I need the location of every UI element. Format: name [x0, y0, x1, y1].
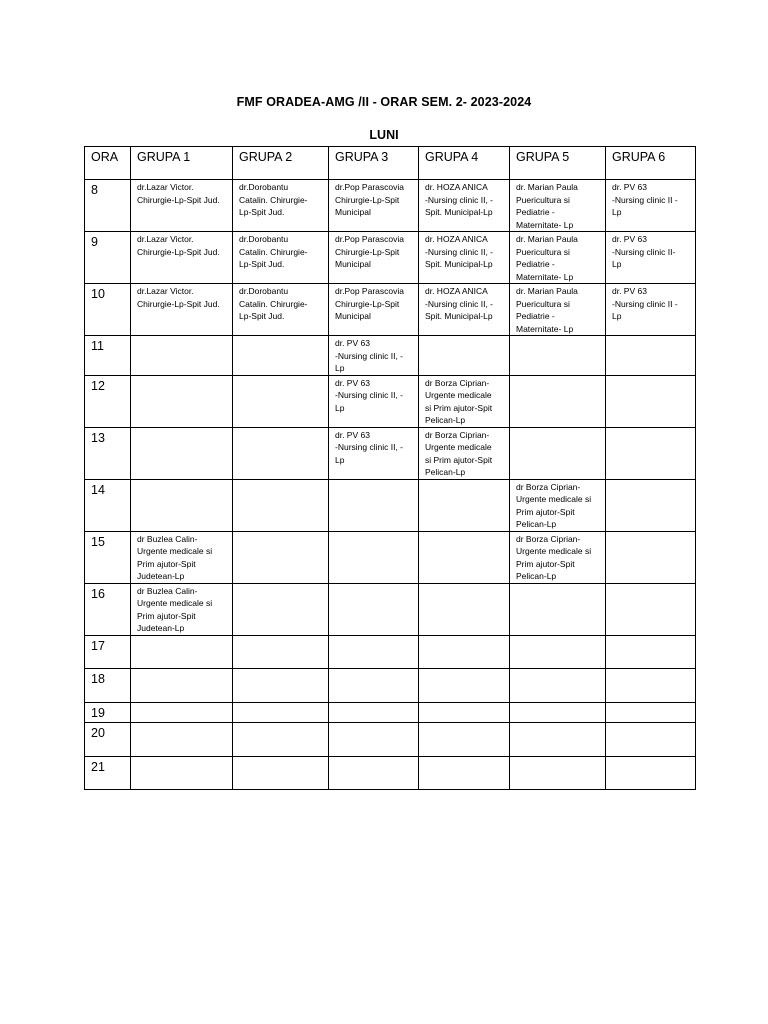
schedule-cell-group-5: [510, 375, 606, 427]
schedule-cell-group-3: [329, 668, 419, 702]
table-row: [85, 702, 696, 722]
schedule-cell-group-4: dr. HOZA ANICA -Nursing clinic II, - Spit. Municipal-Lp: [419, 180, 510, 232]
table-row: [85, 375, 696, 427]
schedule-cell-group-2: [233, 479, 329, 531]
schedule-cell-group-3: [329, 531, 419, 583]
schedule-cell-group-2: [233, 756, 329, 789]
schedule-cell-group-2: [233, 702, 329, 722]
schedule-cell-group-3: [329, 756, 419, 789]
schedule-cell-group-2: dr.Dorobantu Catalin. Chirurgie- Lp-Spit Jud.: [233, 232, 329, 284]
schedule-cell-group-1: dr.Lazar Victor. Chirurgie-Lp-Spit Jud.: [131, 284, 233, 336]
schedule-cell-group-1: [131, 668, 233, 702]
schedule-cell-group-5: [510, 583, 606, 635]
header-group-1: GRUPA 1: [131, 147, 233, 180]
hour-cell: 16: [85, 583, 131, 635]
schedule-cell-group-5: [510, 722, 606, 756]
schedule-cell-group-5: [510, 702, 606, 722]
schedule-cell-group-6: [606, 583, 696, 635]
table-row: [85, 583, 696, 635]
header-group-6: GRUPA 6: [606, 147, 696, 180]
header-row: [85, 147, 696, 180]
schedule-cell-group-2: dr.Dorobantu Catalin. Chirurgie- Lp-Spit Jud.: [233, 180, 329, 232]
schedule-cell-group-4: dr Borza Ciprian- Urgente medicale si Prim ajutor-Spit Pelican-Lp: [419, 375, 510, 427]
schedule-cell-group-3: dr. PV 63 -Nursing clinic II, - Lp: [329, 336, 419, 376]
schedule-cell-group-1: dr.Lazar Victor. Chirurgie-Lp-Spit Jud.: [131, 232, 233, 284]
header-group-5: GRUPA 5: [510, 147, 606, 180]
hour-cell: 17: [85, 635, 131, 668]
schedule-cell-group-6: [606, 722, 696, 756]
table-row: [85, 668, 696, 702]
table-row: [85, 635, 696, 668]
schedule-cell-group-2: [233, 427, 329, 479]
schedule-cell-group-1: [131, 479, 233, 531]
schedule-cell-group-6: [606, 702, 696, 722]
table-row: [85, 427, 696, 479]
hour-cell: 8: [85, 180, 131, 232]
schedule-cell-group-1: [131, 375, 233, 427]
hour-cell: 10: [85, 284, 131, 336]
schedule-cell-group-2: [233, 722, 329, 756]
header-group-2: GRUPA 2: [233, 147, 329, 180]
hour-cell: 11: [85, 336, 131, 376]
hour-cell: 12: [85, 375, 131, 427]
schedule-table: [84, 146, 696, 790]
schedule-cell-group-4: dr Borza Ciprian- Urgente medicale si Prim ajutor-Spit Pelican-Lp: [419, 427, 510, 479]
table-row: [85, 479, 696, 531]
schedule-cell-group-5: [510, 336, 606, 376]
schedule-cell-group-5: [510, 668, 606, 702]
schedule-cell-group-4: [419, 336, 510, 376]
schedule-cell-group-1: [131, 722, 233, 756]
schedule-cell-group-5: dr. Marian Paula Puericultura si Pediatrie - Maternitate- Lp: [510, 232, 606, 284]
schedule-cell-group-5: dr. Marian Paula Puericultura si Pediatrie - Maternitate- Lp: [510, 284, 606, 336]
schedule-cell-group-1: dr.Lazar Victor. Chirurgie-Lp-Spit Jud.: [131, 180, 233, 232]
schedule-cell-group-4: dr. HOZA ANICA -Nursing clinic II, - Spit. Municipal-Lp: [419, 284, 510, 336]
schedule-cell-group-4: [419, 722, 510, 756]
hour-cell: 13: [85, 427, 131, 479]
schedule-cell-group-4: [419, 756, 510, 789]
header-group-4: GRUPA 4: [419, 147, 510, 180]
schedule-cell-group-3: [329, 479, 419, 531]
hour-cell: 14: [85, 479, 131, 531]
schedule-cell-group-2: [233, 531, 329, 583]
schedule-cell-group-2: [233, 375, 329, 427]
schedule-cell-group-4: dr. HOZA ANICA -Nursing clinic II, - Spit. Municipal-Lp: [419, 232, 510, 284]
schedule-cell-group-1: dr Buzlea Calin- Urgente medicale si Prim ajutor-Spit Judetean-Lp: [131, 583, 233, 635]
header-group-3: GRUPA 3: [329, 147, 419, 180]
schedule-cell-group-3: [329, 702, 419, 722]
hour-cell: 18: [85, 668, 131, 702]
schedule-cell-group-6: [606, 427, 696, 479]
table-row: [85, 232, 696, 284]
schedule-cell-group-6: [606, 756, 696, 789]
schedule-cell-group-2: [233, 668, 329, 702]
schedule-cell-group-5: dr Borza Ciprian- Urgente medicale si Prim ajutor-Spit Pelican-Lp: [510, 531, 606, 583]
schedule-cell-group-3: [329, 635, 419, 668]
schedule-cell-group-1: [131, 635, 233, 668]
schedule-cell-group-3: dr. PV 63 -Nursing clinic II, - Lp: [329, 427, 419, 479]
schedule-cell-group-3: dr.Pop Parascovia Chirurgie-Lp-Spit Municipal: [329, 232, 419, 284]
schedule-cell-group-1: [131, 336, 233, 376]
schedule-cell-group-3: dr.Pop Parascovia Chirurgie-Lp-Spit Municipal: [329, 284, 419, 336]
hour-cell: 21: [85, 756, 131, 789]
schedule-cell-group-1: [131, 756, 233, 789]
schedule-cell-group-6: dr. PV 63 -Nursing clinic II- Lp: [606, 232, 696, 284]
schedule-cell-group-5: [510, 635, 606, 668]
table-row: [85, 180, 696, 232]
schedule-cell-group-6: [606, 479, 696, 531]
schedule-cell-group-3: [329, 583, 419, 635]
table-row: [85, 284, 696, 336]
hour-cell: 9: [85, 232, 131, 284]
schedule-cell-group-4: [419, 635, 510, 668]
hour-cell: 15: [85, 531, 131, 583]
schedule-cell-group-5: dr. Marian Paula Puericultura si Pediatrie - Maternitate- Lp: [510, 180, 606, 232]
schedule-cell-group-3: [329, 722, 419, 756]
schedule-cell-group-4: [419, 583, 510, 635]
schedule-cell-group-6: [606, 635, 696, 668]
table-row: [85, 336, 696, 376]
schedule-cell-group-1: dr Buzlea Calin- Urgente medicale si Prim ajutor-Spit Judetean-Lp: [131, 531, 233, 583]
schedule-cell-group-2: [233, 583, 329, 635]
schedule-cell-group-6: dr. PV 63 -Nursing clinic II - Lp: [606, 180, 696, 232]
table-row: [85, 722, 696, 756]
schedule-cell-group-4: [419, 702, 510, 722]
schedule-cell-group-1: [131, 427, 233, 479]
schedule-cell-group-3: dr.Pop Parascovia Chirurgie-Lp-Spit Municipal: [329, 180, 419, 232]
schedule-cell-group-5: [510, 427, 606, 479]
schedule-cell-group-4: [419, 479, 510, 531]
schedule-cell-group-5: [510, 756, 606, 789]
schedule-cell-group-3: dr. PV 63 -Nursing clinic II, - Lp: [329, 375, 419, 427]
table-row: [85, 756, 696, 789]
schedule-body: [85, 180, 696, 790]
hour-cell: 19: [85, 702, 131, 722]
table-row: [85, 531, 696, 583]
schedule-cell-group-2: dr.Dorobantu Catalin. Chirurgie- Lp-Spit Jud.: [233, 284, 329, 336]
schedule-cell-group-4: [419, 531, 510, 583]
document-title: FMF ORADEA-AMG /II - ORAR SEM. 2- 2023-2024: [236, 95, 532, 109]
header-hour: ORA: [85, 147, 131, 180]
schedule-cell-group-6: [606, 336, 696, 376]
schedule-cell-group-6: [606, 375, 696, 427]
day-label: LUNI: [369, 128, 399, 142]
schedule-cell-group-5: dr Borza Ciprian- Urgente medicale si Prim ajutor-Spit Pelican-Lp: [510, 479, 606, 531]
schedule-cell-group-6: [606, 531, 696, 583]
schedule-cell-group-1: [131, 702, 233, 722]
schedule-cell-group-6: [606, 668, 696, 702]
schedule-cell-group-2: [233, 635, 329, 668]
schedule-cell-group-4: [419, 668, 510, 702]
schedule-cell-group-2: [233, 336, 329, 376]
schedule-cell-group-6: dr. PV 63 -Nursing clinic II - Lp: [606, 284, 696, 336]
hour-cell: 20: [85, 722, 131, 756]
